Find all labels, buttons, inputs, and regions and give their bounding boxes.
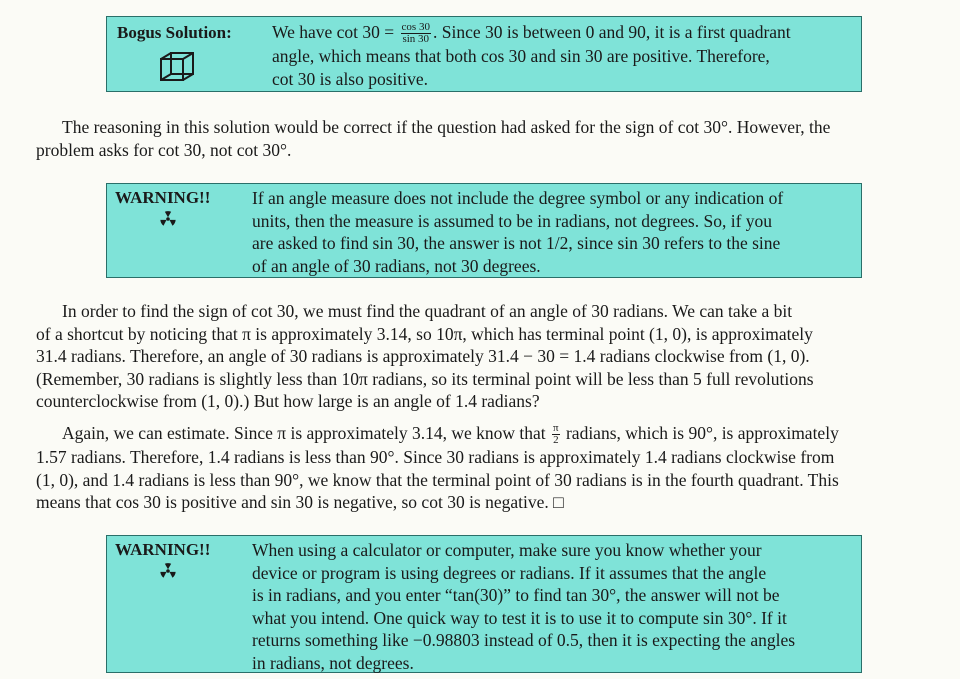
paragraph-3-line-1-post: radians, which is 90°, is approximately (561, 423, 839, 443)
paragraph-3-line-4: means that cos 30 is positive and sin 30 is negative, so cot 30 is negative. □ (36, 492, 564, 513)
warning-radians-text (252, 187, 783, 277)
warning-box-radians (106, 183, 862, 278)
cube-icon (157, 50, 201, 84)
pi-denominator: 2 (553, 434, 559, 447)
paragraph-3-line-1 (36, 422, 932, 446)
pi-over-2-fraction (552, 423, 560, 446)
paragraph-3-line-3: (1, 0), and 1.4 radians is less than 90°, we know that the terminal point of 30 radians is in the fourth quadrant. This (36, 469, 839, 490)
warning-1-line-2: units, then the measure is assumed to be in radians, not degrees. So, if you (252, 210, 773, 231)
bogus-solution-text (272, 21, 791, 90)
warning-2-line-6: in radians, not degrees. (252, 652, 414, 673)
warning-1-line-3: are asked to find sin 30, the answer is not 1/2, since sin 30 refers to the sine (252, 233, 781, 253)
pi-numerator: π (553, 422, 559, 435)
bogus-line-1 (272, 21, 791, 45)
warning-2-line-2: device or program is using degrees or radians. If it assumes that the angle (252, 562, 767, 583)
paragraph-3-line-1-pre: Again, we can estimate. Since π is approximately 3.14, we know that (62, 423, 551, 443)
paragraph-2-line-4: (Remember, 30 radians is slightly less than 10π radians, so its terminal point will be less than 5 full revolutions (36, 368, 814, 389)
radiation-icon (159, 210, 177, 228)
fraction-denominator: sin 30 (402, 33, 430, 46)
warning-heading: WARNING!! (115, 188, 211, 207)
warning-heading-2: WARNING!! (115, 540, 211, 559)
warning-1-line-1: If an angle measure does not include the degree symbol or any indication of (252, 188, 784, 208)
warning-box-calculator (106, 535, 862, 673)
paragraph-2-line-3: 31.4 radians. Therefore, an angle of 30 radians is approximately 31.4 − 30 = 1.4 radians clockwise from (1, 0). (36, 346, 810, 366)
paragraph-quadrant (36, 300, 932, 413)
bogus-solution-box (106, 16, 862, 92)
radiation-icon (159, 562, 177, 580)
bogus-solution-heading: Bogus Solution: (117, 23, 232, 42)
fraction-numerator: cos 30 (401, 21, 430, 34)
paragraph-3-line-2: 1.57 radians. Therefore, 1.4 radians is less than 90°. Since 30 radians is approximately 1.4 radians clockwise from (36, 447, 835, 468)
warning-calculator-text (252, 539, 795, 674)
bogus-line-2: angle, which means that both cos 30 and sin 30 are positive. Therefore, (272, 46, 770, 67)
paragraph-estimate (36, 422, 932, 514)
warning-1-line-4: of an angle of 30 radians, not 30 degrees. (252, 255, 541, 276)
bogus-line-1-pre: We have cot 30 = (272, 22, 399, 42)
cot-fraction (401, 22, 431, 45)
paragraph-reasoning (36, 116, 932, 161)
paragraph-1-line-2: problem asks for cot 30, not cot 30°. (36, 139, 292, 160)
paragraph-2-line-5: counterclockwise from (1, 0).) But how large is an angle of 1.4 radians? (36, 391, 540, 411)
paragraph-2-line-2: of a shortcut by noticing that π is approximately 3.14, so 10π, which has terminal point (1, 0), is approximately (36, 323, 813, 344)
bogus-line-1-post: . Since 30 is between 0 and 90, it is a first quadrant (432, 22, 791, 42)
paragraph-2-line-1: In order to find the sign of cot 30, we must find the quadrant of an angle of 30 radians. We can take a bit (62, 301, 793, 321)
warning-2-line-1: When using a calculator or computer, make sure you know whether your (252, 540, 762, 560)
bogus-line-3: cot 30 is also positive. (272, 68, 429, 89)
paragraph-1-line-1: The reasoning in this solution would be correct if the question had asked for the sign of cot 30°. However, the (62, 117, 831, 137)
warning-2-line-5: returns something like −0.98803 instead of 0.5, then it is expecting the angles (252, 630, 796, 650)
warning-2-line-4: what you intend. One quick way to test it is to use it to compute sin 30°. If it (252, 607, 787, 628)
warning-2-line-3: is in radians, and you enter “tan(30)” to find tan 30°, the answer will not be (252, 585, 780, 605)
